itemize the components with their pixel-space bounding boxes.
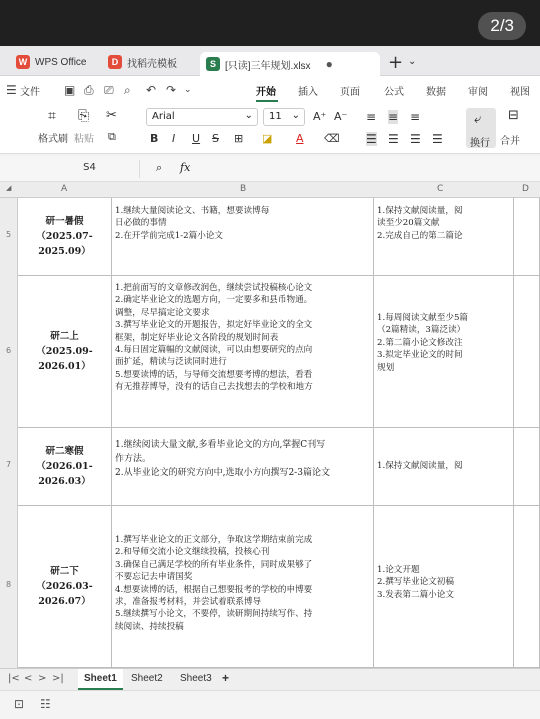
menu-data[interactable]: 数据 (426, 87, 446, 98)
unsaved-dot-icon[interactable]: ● (325, 57, 333, 71)
bold-icon[interactable]: B (150, 132, 159, 145)
task-line: 4.想要读博的话，根据自己想要报考的学校的申博要 (115, 584, 313, 595)
goal-line: 规划 (377, 362, 395, 373)
cell-period[interactable] (18, 276, 112, 428)
cell-empty[interactable] (514, 506, 540, 668)
task-line: 1.继续阅读大量文献,多看毕业论文的方向,掌握C刊写 (115, 440, 326, 450)
goal-line: 1.论文开题 (377, 565, 420, 575)
align-center-icon[interactable]: ☰ (388, 132, 399, 146)
font-name-value: Arial (152, 111, 175, 122)
font-size-value: 11 (269, 111, 282, 122)
task-line: 1.继续大量阅读论文、书籍，想要读博每 (115, 206, 270, 216)
row-header[interactable]: 6 (0, 276, 18, 428)
next-sheet-icon[interactable]: > (38, 673, 47, 684)
task-line: 框架，制定好毕业论文各阶段的规划时间表 (115, 332, 279, 343)
tab-label: [只读]三年规划.xlsx (225, 60, 311, 72)
chevron-down-icon: ⌄ (244, 110, 253, 121)
wps-window (0, 46, 540, 719)
goal-line: 2.撰写毕业论文初稿 (377, 577, 454, 588)
column-headers (0, 182, 540, 198)
goal-line: 3.发表第二篇小论文 (377, 589, 454, 600)
undo-icon[interactable]: ↶ (146, 83, 157, 97)
cell-tasks[interactable] (112, 506, 374, 668)
goal-line: 1.每周阅读文献至少5篇 (377, 313, 469, 323)
goal-line: 2.第二篇小论文修改注 (377, 337, 463, 348)
tab-label: WPS Office (35, 56, 87, 68)
font-color-icon[interactable]: A (296, 132, 304, 145)
menu-insert[interactable]: 插入 (298, 87, 318, 98)
period-title: 研二上 (50, 331, 79, 342)
period-end: 2025.09） (38, 246, 91, 257)
clear-format-icon[interactable]: ⌫ (324, 132, 340, 145)
protect-icon[interactable]: ⊡ (14, 697, 25, 711)
wrap-text-button[interactable] (466, 108, 496, 148)
sheet-tab-sheet2[interactable]: Sheet2 (131, 673, 163, 684)
underline-icon[interactable]: U (192, 132, 201, 145)
merge-cells-icon[interactable]: ⊟ (508, 108, 519, 123)
device-bezel (0, 0, 540, 46)
save-icon[interactable]: ▣ (64, 83, 76, 97)
menu-review[interactable]: 审阅 (468, 87, 488, 98)
period-end: 2026.01） (38, 361, 91, 372)
redo-icon[interactable]: ↷ (166, 83, 177, 97)
search-icon[interactable]: ⌕ (156, 161, 163, 174)
ribbon-toolbar (0, 104, 540, 154)
prev-sheet-icon[interactable]: < (24, 673, 33, 684)
cell-empty[interactable] (514, 276, 540, 428)
strikethrough-icon[interactable]: S (212, 132, 219, 145)
print-preview-icon[interactable]: ⌕ (124, 83, 131, 97)
wrap-text-icon: ⤶ (474, 112, 482, 127)
menu-formula[interactable]: 公式 (384, 87, 404, 98)
task-line: 2.和导师交流小论文继续投稿，投核心刊 (115, 547, 270, 558)
align-left-icon[interactable]: ☰ (366, 132, 377, 146)
first-sheet-icon[interactable]: |< (8, 673, 20, 684)
menu-file[interactable]: 文件 (20, 87, 40, 98)
tab-docer[interactable] (102, 50, 183, 74)
border-icon[interactable]: ⊞ (234, 132, 244, 145)
tab-bar (0, 46, 540, 76)
goal-line: （2篇精读，3篇泛读） (377, 325, 466, 336)
font-name-select[interactable] (146, 108, 258, 126)
cell-goals[interactable] (374, 198, 514, 276)
task-line: 2.从毕业论文的研究方向中,选取小方向撰写2-3篇论文 (115, 468, 330, 478)
status-bar (0, 690, 540, 719)
paste-icon[interactable]: ⎘ (78, 108, 90, 124)
print-icon[interactable]: ⎚ (104, 83, 114, 97)
row-header[interactable]: 5 (0, 198, 18, 276)
task-line: 日必做的事情 (115, 218, 167, 229)
task-line: 求，准备报考材料，并尝试着联系博导 (115, 597, 262, 608)
task-line: 1.把前面写的文章修改润色，继续尝试投稿核心论文 (115, 283, 313, 293)
merge-cells-label[interactable]: 合并 (500, 136, 520, 147)
task-line: 不要忘记去申请国奖 (115, 572, 193, 583)
goal-line: 2.完成自己的第二篇论 (377, 230, 463, 241)
increase-font-icon[interactable]: A⁺ (313, 110, 327, 123)
task-line: 作方法。 (115, 454, 152, 464)
period-start: （2025.09- (36, 346, 93, 357)
period-title: 研一暑假 (45, 216, 84, 227)
row-header[interactable]: 7 (0, 428, 18, 506)
task-line: 5.想要读博的话，与导师交流想要考博的想法，看看 (115, 369, 313, 380)
task-line: 调整，尽早搞定论文要求 (115, 307, 210, 318)
period-end: 2026.03） (38, 476, 91, 487)
cell-goals[interactable] (374, 276, 514, 428)
wrap-text-label: 换行 (470, 138, 490, 149)
task-line: 有无推荐博导，没有的话自己去找想去的学校和地方 (115, 382, 313, 393)
period-title: 研二寒假 (45, 446, 84, 457)
hamburger-menu-icon[interactable]: ☰ (6, 83, 17, 97)
tab-label: 找稻壳模板 (127, 58, 177, 70)
task-line: 4.每日固定篇幅的文献阅读，可以由想要研究的点向 (115, 345, 313, 356)
align-middle-icon[interactable]: ≡ (388, 110, 399, 124)
sheet-tab-bar (0, 668, 540, 690)
page-counter: 2/3 (478, 12, 526, 40)
tab-spreadsheet[interactable] (200, 52, 380, 76)
tab-wps-office[interactable] (10, 50, 93, 74)
cell-empty[interactable] (514, 428, 540, 506)
task-line: 1.撰写毕业论文的正文部分，争取这学期结束前完成 (115, 535, 313, 545)
font-size-select[interactable] (263, 108, 305, 126)
task-line: 3.撰写毕业论文的开题报告，拟定好毕业论文的全文 (115, 320, 313, 331)
spreadsheet-icon: S (206, 57, 220, 71)
more-quick-actions-icon[interactable]: ⌄ (184, 85, 192, 95)
last-sheet-icon[interactable]: >| (52, 673, 64, 684)
align-right-icon[interactable]: ☰ (410, 132, 421, 146)
task-line: 5.继续撰写小论文，不要停，读研期间持续写作、持 (115, 609, 313, 620)
cell-tasks[interactable] (112, 198, 374, 276)
format-painter-icon[interactable]: ⌗ (48, 108, 56, 124)
sheet-list-icon[interactable]: ☷ (40, 697, 51, 711)
formula-input[interactable] (205, 160, 535, 178)
paste-label[interactable]: 粘贴 (74, 134, 94, 145)
column-header-d[interactable]: D (522, 184, 529, 194)
chevron-down-icon: ⌄ (291, 110, 300, 121)
task-line: 3.确保自己满足学校的所有毕业条件，同时成果够了 (115, 559, 313, 570)
cell-period[interactable] (18, 506, 112, 668)
align-top-icon[interactable]: ≡ (366, 110, 377, 124)
cell-goals[interactable] (374, 506, 514, 668)
add-sheet-button[interactable]: + (222, 671, 230, 685)
cell-tasks[interactable] (112, 428, 374, 506)
menu-bar (0, 76, 540, 104)
column-header-c[interactable]: C (437, 184, 444, 194)
sheet-tab-sheet3[interactable]: Sheet3 (180, 673, 212, 684)
docer-icon: D (108, 55, 122, 69)
period-start: （2026.03- (36, 581, 93, 592)
period-start: （2025.07- (36, 231, 93, 242)
copy-icon[interactable]: ⧉ (108, 130, 116, 143)
cut-icon[interactable]: ✂ (106, 108, 117, 123)
fill-color-icon[interactable]: ◪ (262, 132, 273, 145)
cell-goals[interactable] (374, 428, 514, 506)
column-header-b[interactable]: B (240, 184, 247, 194)
cell-empty[interactable] (514, 198, 540, 276)
function-icon[interactable]: fx (180, 161, 191, 174)
formula-bar (0, 156, 540, 182)
cell-tasks[interactable] (112, 276, 374, 428)
italic-icon[interactable]: I (172, 132, 176, 145)
align-bottom-icon[interactable]: ≡ (410, 110, 421, 124)
period-start: （2026.01- (36, 461, 93, 472)
goal-line: 1.保持文献阅读量，阅 (377, 206, 463, 216)
task-line: 2.确定毕业论文的选题方向，一定要多和县币物通。 (115, 295, 313, 306)
menu-home[interactable]: 开始 (256, 87, 276, 98)
goal-line: 读至少20篇文献 (377, 218, 440, 229)
format-painter-label[interactable]: 格式刷 (38, 134, 68, 145)
goal-line: 3.拟定毕业论文的时间 (377, 350, 463, 361)
column-header-a[interactable]: A (61, 184, 68, 194)
spreadsheet-grid[interactable] (0, 198, 540, 668)
decrease-font-icon[interactable]: A⁻ (334, 110, 348, 123)
cell-period[interactable] (18, 428, 112, 506)
active-menu-indicator (256, 100, 278, 102)
export-pdf-icon[interactable]: ⎙ (84, 83, 94, 97)
task-line: 续阅读、持续投稿 (115, 621, 184, 632)
period-end: 2026.07） (38, 596, 91, 607)
menu-view[interactable]: 视图 (510, 87, 530, 98)
task-line: 面扩延，精读与泛读同时进行 (115, 357, 227, 368)
row-header[interactable]: 8 (0, 506, 18, 668)
chevron-down-icon[interactable]: ⌄ (408, 56, 417, 67)
new-tab-icon[interactable]: + (388, 52, 404, 73)
wps-logo-icon: W (16, 55, 30, 69)
sheet-tab-sheet1[interactable]: Sheet1 (78, 669, 123, 690)
cell-period[interactable] (18, 198, 112, 276)
name-box[interactable]: S4 (40, 160, 140, 178)
menu-page[interactable]: 页面 (340, 87, 360, 98)
justify-icon[interactable]: ☰ (432, 132, 443, 146)
select-all-corner[interactable]: ◢ (6, 184, 12, 192)
task-line: 2.在开学前完成1-2篇小论文 (115, 230, 223, 241)
goal-line: 1.保持文献阅读量，阅 (377, 461, 463, 471)
period-title: 研二下 (50, 566, 79, 577)
